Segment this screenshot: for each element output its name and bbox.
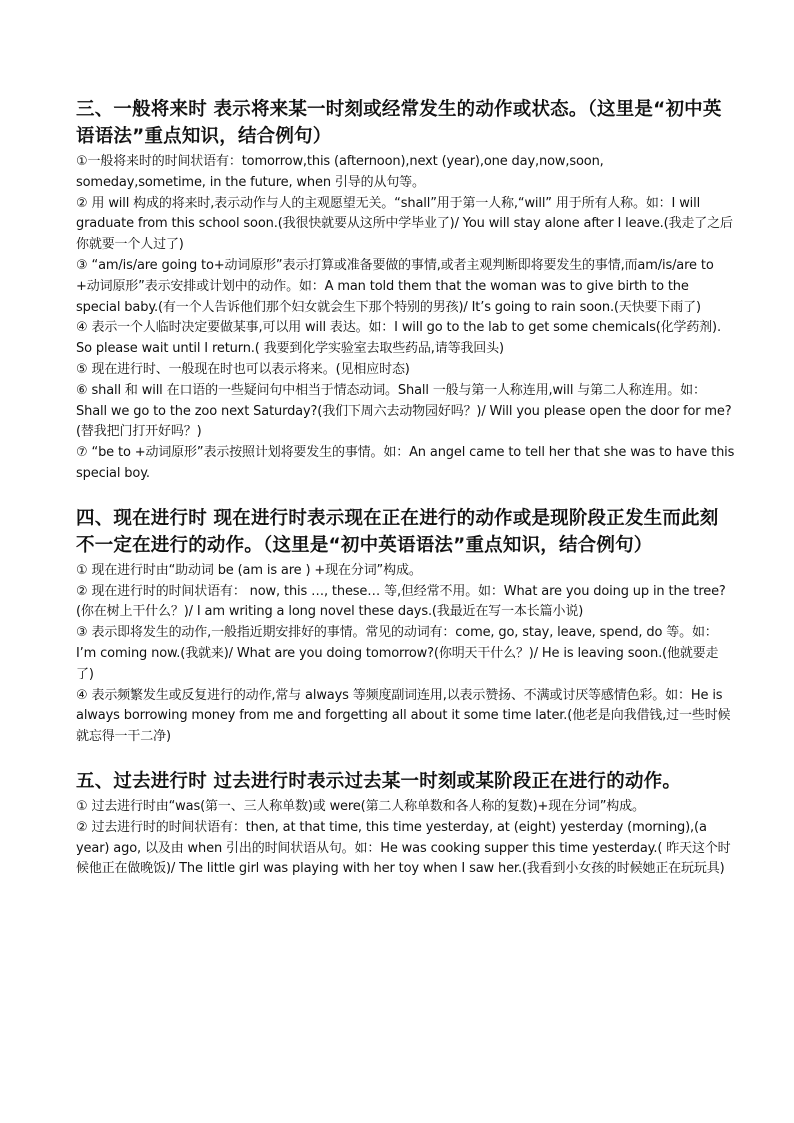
section-heading: 四、现在进行时 现在进行时表示现在正在进行的动作或是现阶段正发生而此刻不一定在进行的动作。（这里是“初中英语语法”重点知识，结合例句） [76,507,719,556]
section-heading: 三、一般将来时 表示将来某一时刻或经常发生的动作或状态。（这里是“初中英语语法”重点知识，结合例句） [76,99,722,147]
section-item: ①一般将来时的时间状语有：tomorrow,this (afternoon),next (year),one day,now,soon, someday,sometime, in the future, when 引导的从句等。 [76,154,604,190]
section-heading: 五、过去进行时 过去进行时表示过去某一时刻或某阶段正在进行的动作。 [76,770,682,792]
section-item: ④ 表示频繁发生或反复进行的动作,常与 always 等频度副词连用,以表示赞扬、不满或讨厌等感情色彩。如：He is always borrowing money from me and forgetting all about it some time later.(他老是向我借钱,过一些时候就忘得一干二净) [76,687,731,745]
section-item: ③ 表示即将发生的动作,一般指近期安排好的事情。常见的动词有：come, go, stay, leave, spend, do 等。如：I’m coming now.(我就来)/ What are you doing tomorrow?(你明天干什么？)/ He is leaving soon.(他就要走了) [76,625,719,682]
section-item: ② 过去进行时的时间状语有：then, at that time, this time yesterday, at (eight) yesterday (morning),(a year) ago, 以及由 when 引出的时间状语从句。如：He was cooking supper this time yesterday.( 昨天这个时候他正在做晚饭)/ The little girl was playing with her toy when I saw her.(我看到小女孩的时候她正在玩玩具) [76,819,731,877]
section-item: ① 过去进行时由“was(第一、三人称单数)或 were(第二人称单数和各人称的复数)+现在分词”构成。 [76,798,645,814]
section-item: ② 现在进行时的时间状语有： now, this …, these… 等,但经常不用。如：What are you doing up in the tree?(你在树上干什么？)/ I am writing a long novel these days.(我最近在写一本长篇小说) [76,583,726,620]
section-item: ④ 表示一个人临时决定要做某事,可以用 will 表达。如：I will go to the lab to get some chemicals(化学药剂). So please wait until I return.( 我要到化学实验室去取些药品,请等我回头) [76,320,721,357]
section-item: ⑤ 现在进行时、一般现在时也可以表示将来。(见相应时态) [76,361,410,377]
section-future-simple [76,96,736,485]
section-item: ③ “am/is/are going to+动词原形”表示打算或准备要做的事情,或者主观判断即将要发生的事情,而am/is/are to +动词原形”表示安排或计划中的动作。如：A man told them that the woman was to give birth to the special baby.(有一个人告诉他们那个妇女就会生下那个特别的男孩)/ It’s going to rain soon.(天快要下雨了) [76,257,714,315]
section-past-continuous [76,768,736,880]
section-item: ⑦ “be to +动词原形”表示按照计划将要发生的事情。如：An angel came to tell her that she was to have this special boy. [76,445,735,481]
section-item: ② 用 will 构成的将来时,表示动作与人的主观愿望无关。“shall”用于第一人称,“will” 用于所有人称。如：I will graduate from this school soon.(我很快就要从这所中学毕业了)/ You will stay alone after I leave.(我走了之后你就要一个人过了) [76,195,733,253]
section-present-continuous [76,505,736,748]
section-item: ① 现在进行时由“助动词 be (am is are ) +现在分词”构成。 [76,562,422,578]
section-item: ⑥ shall 和 will 在口语的一些疑问句中相当于情态动词。Shall 一般与第一人称连用,will 与第二人称连用。如：Shall we go to the zoo next Saturday?(我们下周六去动物园好吗？)/ Will you please open the door for me?(替我把门打开好吗？) [76,382,732,440]
document-page [76,96,736,900]
